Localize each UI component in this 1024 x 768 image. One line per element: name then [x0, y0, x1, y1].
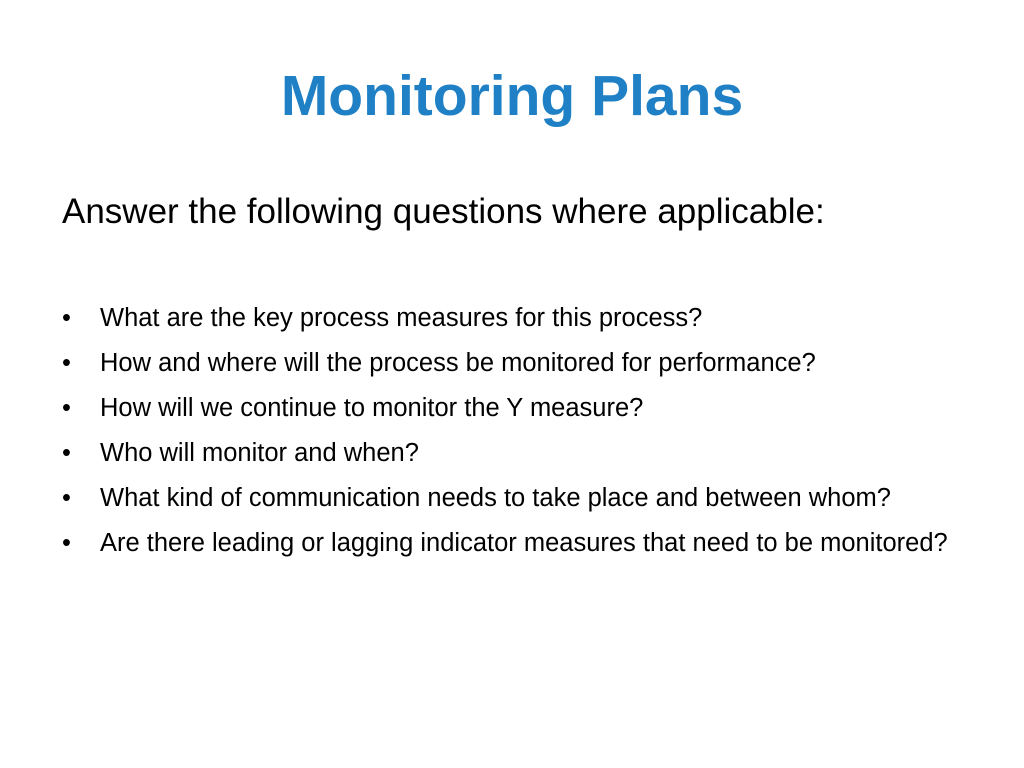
list-item [62, 524, 962, 562]
bullet-text: How and where will the process be monitored for performance? [100, 349, 816, 377]
bullet-text: Who will monitor and when? [100, 439, 419, 467]
list-item [62, 299, 962, 337]
bullet-icon: • [62, 349, 71, 377]
slide-title: Monitoring Plans [280, 64, 744, 128]
bullet-icon: • [62, 439, 71, 467]
list-item [62, 389, 962, 427]
list-item [62, 479, 962, 517]
bullet-icon: • [62, 484, 71, 512]
bullet-icon: • [62, 304, 71, 332]
intro-text: Answer the following questions where applicable: [62, 192, 825, 231]
bullet-text: What kind of communication needs to take place and between whom? [100, 484, 891, 512]
list-item [62, 344, 962, 382]
bullet-text: What are the key process measures for this process? [100, 304, 703, 332]
bullet-text: Are there leading or lagging indicator measures that need to be monitored? [100, 529, 948, 557]
bullet-list [62, 299, 962, 569]
bullet-text: How will we continue to monitor the Y measure? [100, 394, 644, 422]
list-item [62, 434, 962, 472]
bullet-icon: • [62, 529, 71, 557]
bullet-icon: • [62, 394, 71, 422]
